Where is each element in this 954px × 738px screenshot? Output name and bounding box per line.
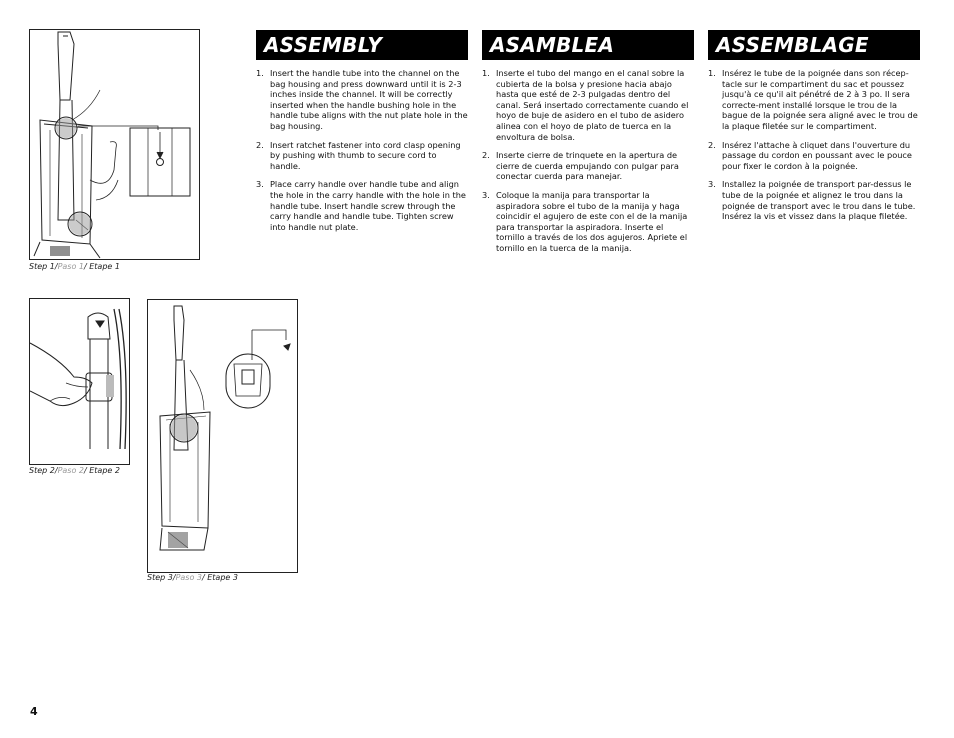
caption-sep: /	[54, 262, 58, 271]
instruction-step	[482, 190, 694, 254]
figure-step-2	[29, 298, 130, 465]
step-text: Insérez le tube de la poignée dans son récep-tacle sur le compartiment du sac et poussez jusqu'à ce qu'il ait pénétré de 2 à 3 po. Il sera correcte-ment installé lorsque le trou de la bague de la poignée sera aligné avec le trou de la plaque filetée sur le compartiment.	[722, 68, 918, 131]
assembly-column-french	[708, 30, 920, 230]
instruction-step	[256, 68, 468, 132]
page-number: 4	[30, 705, 38, 718]
figure-step-1	[29, 29, 200, 260]
caption-step-en: Step 1	[29, 262, 55, 271]
step-text: Place carry handle over handle tube and align the hole in the carry handle with the hole in the handle tube. Insert handle screw through the carry handle and handle tube. Tighten screw into handle nut plate.	[270, 179, 466, 232]
step-text: Coloque la manija para transportar la aspiradora sobre el tubo de la manija y haga coincidir el agujero de este con el de la manija para transportar la aspiradora. Inserte el tornillo a través de los dos agujeros. Apriete el tornillo en la tuerca de la manija.	[496, 189, 688, 253]
step-text: Insert the handle tube into the channel on the bag housing and press downward until it is 2-3 inches inside the channel. It will be correctly inserted when the handle bushing hole in the handle tube aligns with the nut plate hole in the bag housing.	[270, 68, 468, 131]
assembly-column-english	[256, 30, 468, 240]
caption-step-es: Paso 2	[57, 466, 84, 475]
caption-step-fr: Etape 2	[89, 466, 120, 475]
caption-sep: /	[201, 573, 208, 582]
caption-step-fr: Etape 1	[89, 262, 120, 271]
caption-step-es: Paso 1	[57, 262, 84, 271]
section-title: ASSEMBLAGE	[708, 30, 920, 60]
step-number: 3.	[256, 179, 264, 190]
instruction-step	[482, 150, 694, 182]
step-number: 2.	[256, 139, 264, 150]
instruction-list	[482, 68, 694, 254]
instruction-step	[256, 179, 468, 232]
caption-sep: /	[83, 262, 90, 271]
instruction-list	[708, 68, 920, 222]
step-text: Inserte cierre de trinquete en la apertura de cierre de cuerda empujando con pulgar para conectar cuerda para manejar.	[496, 150, 679, 182]
instruction-step	[708, 179, 920, 221]
figure-caption-step-2	[29, 466, 120, 475]
caption-sep: /	[83, 466, 90, 475]
caption-step-en: Step 2	[29, 466, 55, 475]
step-number: 1.	[482, 68, 490, 78]
assembly-column-spanish	[482, 30, 694, 262]
instruction-step	[256, 140, 468, 172]
step-number: 2.	[708, 139, 716, 150]
step-text: Insérez l'attache à cliquet dans l'ouverture du passage du cordon en poussant avec le pouce pour fixer le cordon à la poignée.	[722, 139, 912, 171]
carry-handle-illustration	[148, 300, 297, 572]
instruction-step	[708, 68, 920, 132]
figure-caption-step-3	[147, 573, 238, 582]
instruction-list	[256, 68, 468, 232]
step-text: Insert ratchet fastener into cord clasp opening by pushing with thumb to secure cord to handle.	[270, 139, 461, 171]
step-number: 1.	[256, 68, 264, 78]
section-title: ASAMBLEA	[482, 30, 694, 60]
caption-sep: /	[54, 466, 58, 475]
caption-sep: /	[172, 573, 176, 582]
caption-step-fr: Etape 3	[207, 573, 238, 582]
vacuum-handle-insertion-illustration	[30, 30, 199, 259]
step-number: 3.	[482, 189, 490, 200]
step-text: Inserte el tubo del mango en el canal sobre la cubierta de la bolsa y presione hacia abajo hasta que esté de 2-3 pulgadas dentro del canal. Será insertado correctamente cuando el hoyo de buje de asidero en el tubo de asidero alinea con el hoyo de plato de tuerca en la envoltura de bolsa.	[496, 68, 689, 142]
instruction-step	[482, 68, 694, 142]
step-number: 3.	[708, 179, 716, 190]
figure-caption-step-1	[29, 262, 120, 271]
instruction-step	[708, 140, 920, 172]
caption-step-es: Paso 3	[175, 573, 202, 582]
step-number: 2.	[482, 150, 490, 161]
section-title: ASSEMBLY	[256, 30, 468, 60]
cord-clasp-illustration	[30, 299, 129, 464]
step-number: 1.	[708, 68, 716, 78]
step-text: Installez la poignée de transport par-dessus le tube de la poignée et alignez le trou dans la poignée de transport avec le trou dans le tube. Insérez la vis et vissez dans la plaque filetée.	[722, 179, 916, 222]
caption-step-en: Step 3	[147, 573, 173, 582]
figure-step-3	[147, 299, 298, 573]
